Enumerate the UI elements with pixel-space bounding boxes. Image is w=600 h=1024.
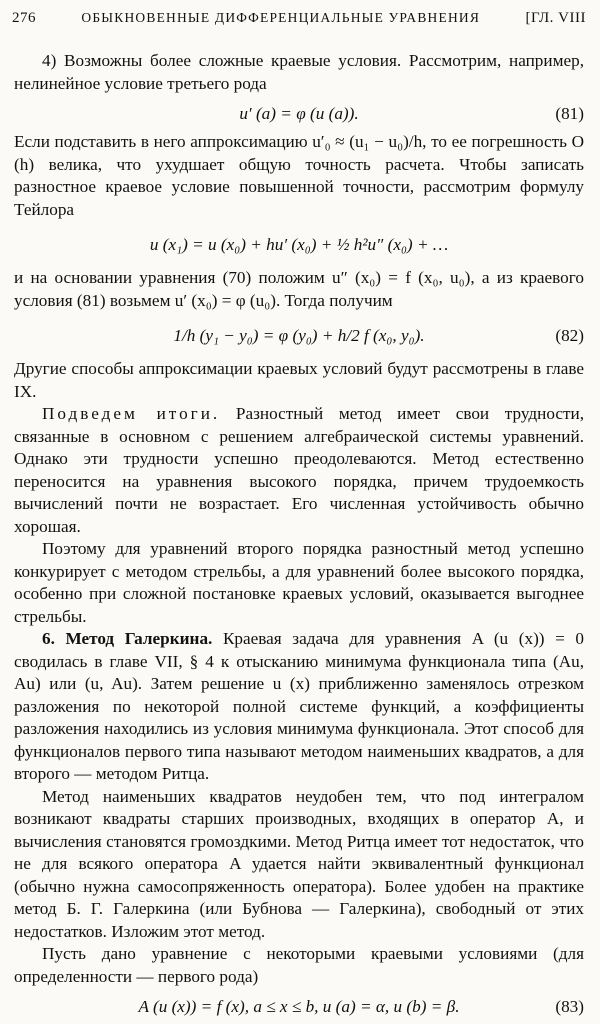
paragraph-approximation: Если подставить в него аппроксимацию u′₀ ≈ (u₁ − u₀)/h, то ее погрешность O (h) велика, что ухудшает общую точность расчета. Чтобы записать разностное краевое условие повышенной точности, рассмотрим формулу Тейлора <box>14 132 584 219</box>
page-header <box>12 10 586 27</box>
formula-82 <box>14 318 584 354</box>
formula-taylor <box>14 227 584 263</box>
paragraph-other-methods: Другие способы аппроксимации краевых условий будут рассмотрены в главе IX. <box>14 359 584 401</box>
paragraph-least-squares: Метод наименьших квадратов неудобен тем, что под интегралом возникают квадраты старших производных, входящих в оператор A, и вычисления становятся громоздкими. Метод Ритца имеет тот недостаток, что не для всякого оператора A удается найти эквивалентный функционал (обычно нужна самосопряженность оператора). Более удобен на практике метод Б. Г. Галеркина (или Бубнова — Галеркина), свободный от этих недостатков. Изложим этот метод. <box>14 786 584 941</box>
paragraph-shooting-comparison: Поэтому для уравнений второго порядка разностный метод успешно конкурирует с методом стрельбы, а для уравнений более высокого порядка, особенно при сложной постановке краевых условий, оказывается выгоднее стрельбы. <box>14 539 584 626</box>
formula-81-expression: u′ (a) = φ (u (a)). <box>239 104 359 123</box>
summary-text: Разностный метод имеет свои трудности, связанные в основном с решением алгебраической системы уравнений. Однако эти трудности успешно преодолеваются. Метод естественно переносится на уравнения высокого порядка, причем трудоемкость вычислений почти не возрастает. Его численная устойчивость обычно хорошая. <box>14 404 585 536</box>
equation-number-81: (81) <box>555 104 584 123</box>
chapter-label: [ГЛ. VIII <box>525 10 586 26</box>
formula-82-expression: 1/h (y₁ − y₀) = φ (y₀) + h/2 f (x₀, y₀). <box>173 326 425 345</box>
page-number: 276 <box>12 10 36 26</box>
paragraph-summary <box>14 403 584 538</box>
formula-83 <box>14 994 584 1020</box>
equation-number-82: (82) <box>555 326 584 345</box>
paragraph-substitution: и на основании уравнения (70) положим u″ (x₀) = f (x₀, u₀), а из краевого условия (81) возьмем u′ (x₀) = φ (u₀). Тогда получим <box>14 268 584 310</box>
equation-number-83: (83) <box>555 997 584 1016</box>
section-heading-galerkin: 6. Метод Галеркина. <box>42 629 213 648</box>
page-body <box>14 50 584 1024</box>
formula-83-expression: A (u (x)) = f (x), a ≤ x ≤ b, u (a) = α, u (b) = β. <box>138 997 460 1016</box>
paragraph-problem-statement: Пусть дано уравнение с некоторыми краевыми условиями (для определенности — первого рода) <box>14 944 584 986</box>
running-title: ОБЫКНОВЕННЫЕ ДИФФЕРЕНЦИАЛЬНЫЕ УРАВНЕНИЯ <box>81 10 481 25</box>
summary-lead: Подведем итоги. <box>42 404 221 423</box>
paragraph-galerkin-intro <box>14 628 584 786</box>
galerkin-intro-text: Краевая задача для уравнения A (u (x)) = 0 сводилась в главе VII, § 4 к отысканию минимума функционала типа (Au, Au) или (u, Au). Затем решение u (x) приближенно заменялось отрезком разложения по некоторой полной системе функций, а коэффициенты разложения находились из условия минимума функционала. Этот способ для функционалов первого типа называют методом наименьших квадратов, а для второго — методом Ритца. <box>14 629 585 783</box>
formula-taylor-expression: u (x₁) = u (x₀) + hu′ (x₀) + ½ h²u″ (x₀) + … <box>149 235 449 254</box>
formula-81 <box>14 101 584 127</box>
paragraph-boundary-conditions: 4) Возможны более сложные краевые условия. Рассмотрим, например, нелинейное условие третьего рода <box>14 51 584 93</box>
